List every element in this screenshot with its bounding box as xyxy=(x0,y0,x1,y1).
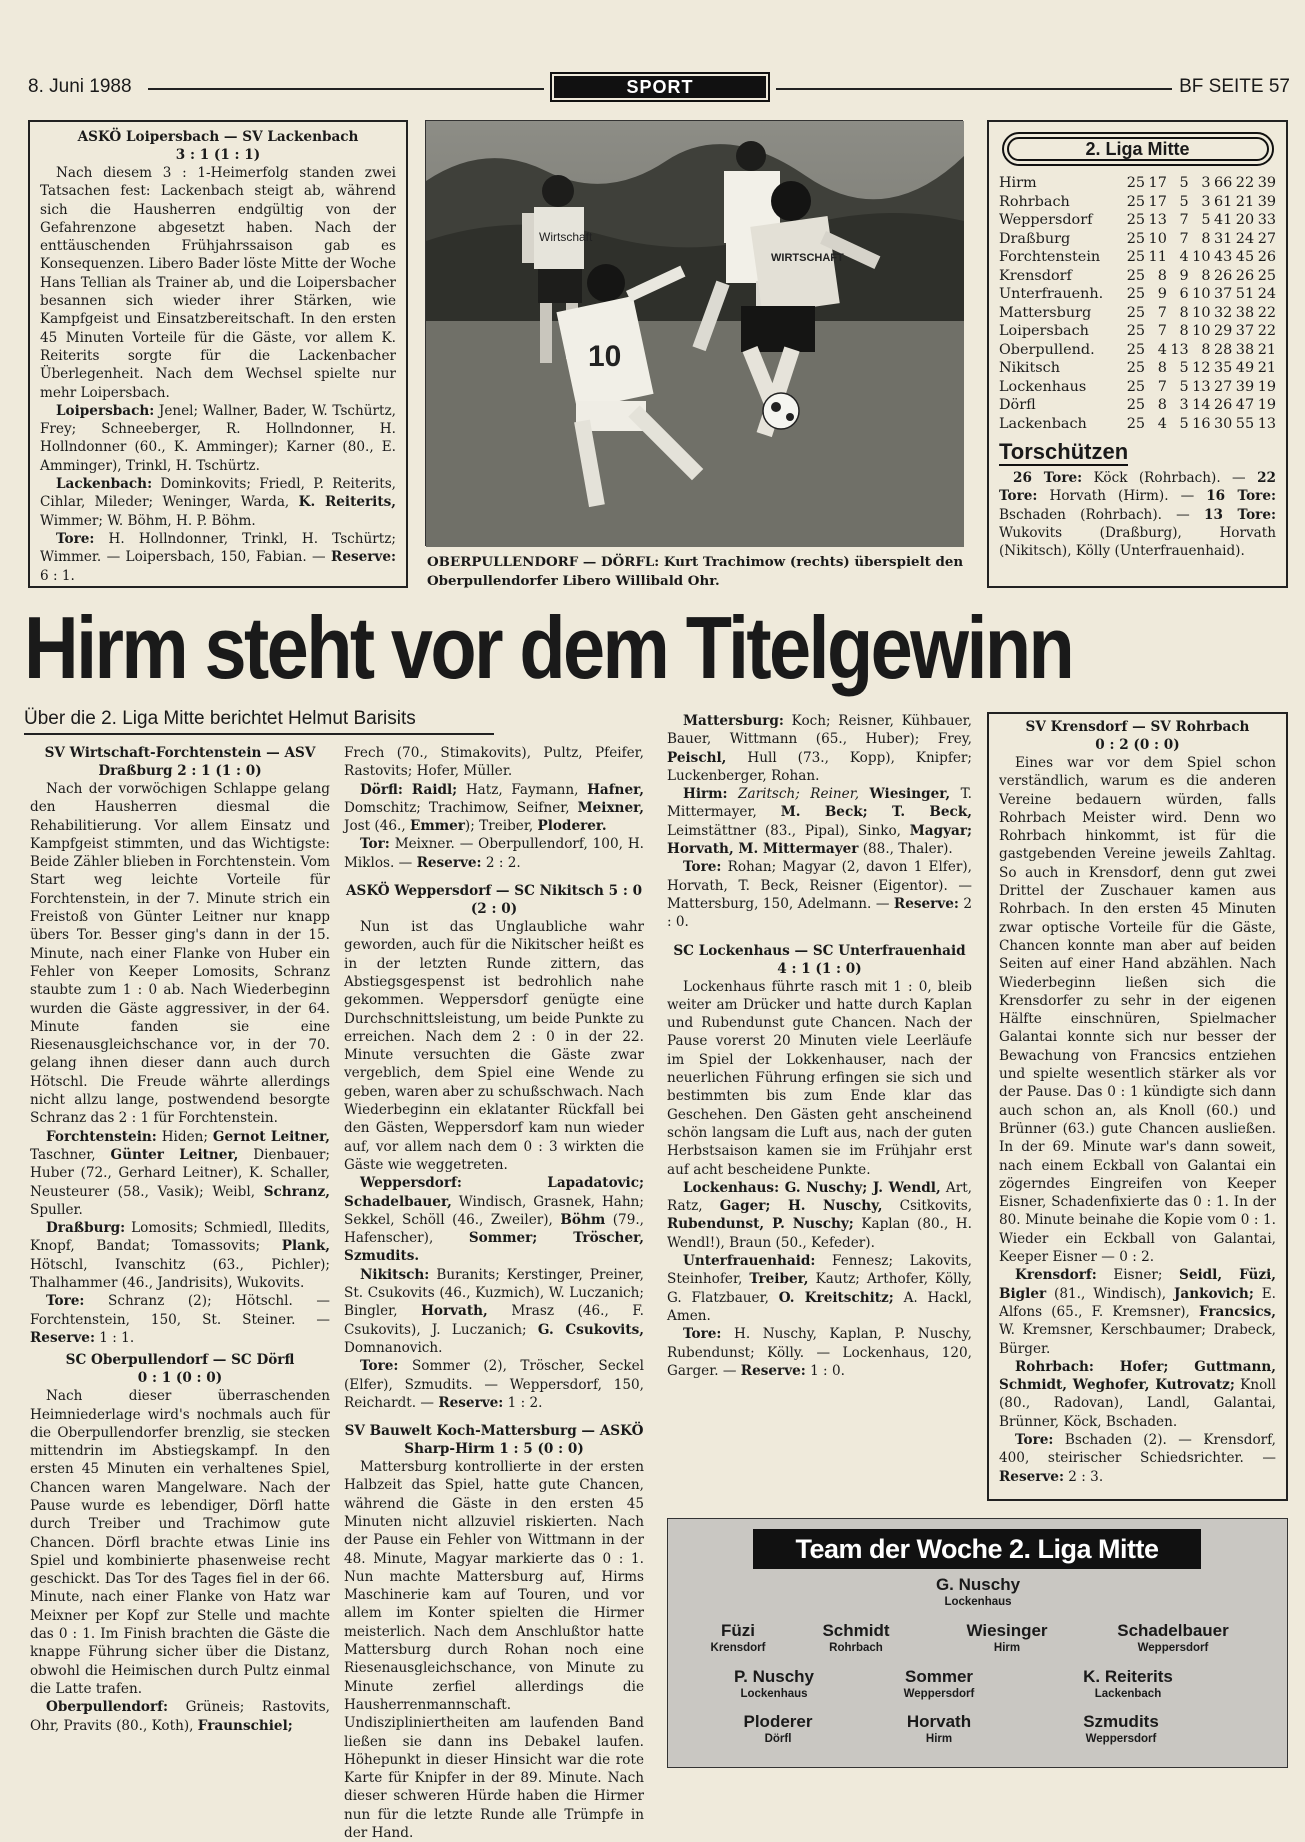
team-name: Dörfl xyxy=(999,397,1036,413)
stat-s: 8 xyxy=(1157,360,1167,376)
main-headline: Hirm steht vor dem Titelgewinn xyxy=(24,598,1073,697)
table-row xyxy=(999,322,1276,341)
stat-u: 7 xyxy=(1179,230,1189,247)
stat-s: 11 xyxy=(1148,249,1167,265)
player-card: Ploderer Dörfl xyxy=(743,1712,813,1745)
stat-sp: 25 xyxy=(1126,212,1146,228)
match-text: Eines war vor dem Spiel schon verständlich, warum es die anderen Vereine bedauern würden, falls Rohrbach Meister wird. Denn wo Rohrbach hinkommt, ist für die gastgebenden Vereine jeweils Zahltag. So auch in Krensdorf, denn gut zwei Drittel der Zuschauer kamen aus Rohrbach. In den ersten 45 Minuten zwar optische Vorteile für die Gäste, Chancen konnte man aber auf beiden Seiten auf einer Hand abzählen. Nach Wiederbeginn ließen sich die Krensdorfer zu sehr in der eigenen Hälfte einschnüren, Spielmacher Galantai konnte sich nur besser der Bewachung von Francsics entziehen und spielte wesentlich stärker als vor der Pause. Das 0 : 1 kündigte sich dann auch schon an, als Knoll (60.) und Brünner (63.) gute Chancen ausließen. In der 69. Minute war's dann soweit, nach einem Eckball von Galantai ein zögerndes Eingreifen von Keeper Eisner, Schadenfixierte das 0 : 1. In der 80. Minute beinahe die Kopie vom 0 : 1. Wieder ein Eckball von Galantai, Keeper Eisner — 0 : 2. xyxy=(999,755,1276,1266)
stat-n: 10 xyxy=(1192,249,1211,265)
stat-gf: 35 xyxy=(1213,360,1233,376)
svg-text:Wirtschaft: Wirtschaft xyxy=(539,230,593,244)
player-card: Horvath Hirm xyxy=(906,1712,972,1745)
football-scene-image xyxy=(426,121,964,547)
table-row xyxy=(999,415,1276,434)
stat-p: 21 xyxy=(1257,341,1276,358)
match-score: 4 : 1 (1 : 0) xyxy=(777,960,862,977)
page-header xyxy=(28,72,1290,104)
table-row xyxy=(999,359,1276,378)
player-card: Füzi Krensdorf xyxy=(710,1621,766,1654)
goals-line: Tore: Rohan; Magyar (2, davon 1 Elfer), Horvath, T. Beck, Reisner (Eigentor). — Mattersburg, 150, Adelmann. — Reserve: 2 : 0. xyxy=(667,859,972,931)
issue-date: 8. Juni 1988 xyxy=(28,76,132,97)
stat-sp: 25 xyxy=(1126,267,1146,284)
lineup-away: Lackenbach: Dominkovits; Friedl, P. Reiterits, Cihlar, Mileder; Weninger, Warda, K. Reiterits, Wimmer; W. Böhm, H. P. Böhm. xyxy=(40,476,397,529)
team-name: Oberpullend. xyxy=(999,341,1095,358)
stat-u: 3 xyxy=(1179,397,1189,413)
stat-s: 9 xyxy=(1157,286,1167,302)
stat-ga: 21 xyxy=(1235,193,1255,210)
stat-sp: 25 xyxy=(1126,360,1146,376)
stat-n: 10 xyxy=(1192,323,1211,339)
stat-gf: 43 xyxy=(1213,249,1233,265)
stat-ga: 24 xyxy=(1235,230,1255,247)
stat-ga: 26 xyxy=(1235,267,1255,284)
stat-n: 3 xyxy=(1201,193,1211,210)
stat-p: 19 xyxy=(1257,397,1276,413)
team-name: Krensdorf xyxy=(999,267,1072,284)
match-title: SC Oberpullendorf — SC Dörfl xyxy=(65,1352,295,1369)
photo-caption: OBERPULLENDORF — DÖRFL: Kurt Trachimow (rechts) überspielt den Oberpullendorfer Libero Willibald Ohr. xyxy=(427,554,964,589)
match-title: ASKÖ Weppersdorf — SC Nikitsch 5 : 0 xyxy=(345,883,643,900)
team-name: Nikitsch xyxy=(999,360,1061,376)
table-row xyxy=(999,378,1276,397)
stat-u: 5 xyxy=(1179,175,1189,191)
column-2 xyxy=(344,744,644,1842)
stat-n: 10 xyxy=(1192,304,1211,321)
stat-p: 39 xyxy=(1257,175,1276,191)
scorers-list: 26 Tore: Köck (Rohrbach). — 22 Tore: Horvath (Hirm). — 16 Tore: Bschaden (Rohrbach). — 13 Tore: Wukovits (Draßburg), Horvath (Nikitsch), Kölly (Unterfrauenhaid). xyxy=(999,470,1277,560)
team-name: Lockenhaus xyxy=(999,378,1087,395)
match-photo xyxy=(425,120,963,546)
player-card: Wiesinger Hirm xyxy=(966,1621,1048,1654)
stat-sp: 25 xyxy=(1126,341,1146,358)
stat-p: 22 xyxy=(1257,304,1276,321)
stat-gf: 61 xyxy=(1213,193,1233,210)
stat-gf: 41 xyxy=(1213,212,1233,228)
match-title: SV Wirtschaft-Forchtenstein — ASV Draßburg 2 : 1 (1 : 0) xyxy=(44,745,316,779)
header-rule-right xyxy=(776,88,1172,90)
lineup-home: Lockenhaus: G. Nuschy; J. Wendl, Art, Ratz, Gager; H. Nuschy, Csitkovits, Rubendunst, P. Nuschy; Kaplan (80., H. Wendl!), Braun (50., Kefeder). xyxy=(667,1179,973,1251)
stat-p: 26 xyxy=(1257,249,1276,265)
stat-ga: 47 xyxy=(1235,397,1255,413)
stat-s: 7 xyxy=(1157,304,1167,321)
lineup-home: Oberpullendorf: Grüneis; Rastovits, Ohr, Pravits (80., Koth), Fraunschiel; xyxy=(30,1699,330,1734)
stat-u: 8 xyxy=(1179,304,1189,321)
stat-ga: 45 xyxy=(1235,249,1255,265)
team-name: Hirm xyxy=(999,175,1037,191)
stat-sp: 25 xyxy=(1126,304,1146,321)
match-text: Mattersburg kontrollierte in der ersten Halbzeit das Spiel, hatte gute Chancen, während die Gäste in den ersten 45 Minuten nicht allzuviel riskierten. Nach der Pause ein Fehler von Wittmann in der 48. Minute, Magyar markierte das 0 : 1. Nun machte Mattersburg auf, Hirms Maschinerie kam auf Touren, und vor allem im Konter spielten die Hirmer meisterlich. Nach dem Anschlußtor hatte Mattersburg durch Rohan noch eine Riesenausgleichschance, von Minute zu Minute zerfiel allerdings die Hausherrenmannschaft. Undiszipliniertheiten am laufenden Band ließen sie dann ins Debakel laufen. Höhepunkt in dieser Hinsicht war die rote Karte für Knipfer in der 89. Minute. Nach dieser schweren Hürde haben die Hirmer nun für die letzte Runde alle Trümpfe in der Hand. xyxy=(344,1459,644,1842)
stat-u: 5 xyxy=(1179,415,1189,432)
stat-n: 3 xyxy=(1201,175,1211,191)
stat-u: 4 xyxy=(1179,249,1189,265)
team-name: Rohrbach xyxy=(999,193,1070,210)
match-score: 0 : 1 (0 : 0) xyxy=(137,1370,223,1387)
stat-gf: 26 xyxy=(1213,267,1233,284)
match-score: (2 : 0) xyxy=(470,901,518,918)
lineup-home: Krensdorf: Eisner; Seidl, Füzi, Bigler (81., Windisch), Jankovich; E. Alfons (65., F. Kremsner), Francsics, W. Kremsner, Kerschbaumer; Drabeck, Bürger. xyxy=(999,1267,1276,1357)
team-of-the-week-title: Team der Woche 2. Liga Mitte xyxy=(753,1529,1201,1569)
table-row xyxy=(999,304,1276,323)
team-name: Mattersburg xyxy=(999,304,1092,321)
match-text: Nun ist das Unglaubliche wahr geworden, auch für die Nikitscher heißt es in der letzten Runde zittern, das Abstiegsgespenst ist bedrohlich nahe gekommen. Weppersdorf genügte eine Durchschnittsleistung, um beide Punkte zu erreichen. Nach dem 2 : 0 in der 22. Minute versuchten die Gäste zwar vergeblich, dem Spiel eine Wende zu geben, waren aber zu schußschwach. Nach Wiederbeginn ein eklatanter Rückfall bei den Gästen, Weppersdorf kam nun wieder auf, vor allem nach dem 0 : 3 wirkten die Gäste wie weggetreten. xyxy=(344,919,644,1173)
team-name: Draßburg xyxy=(999,230,1071,247)
table-row xyxy=(999,174,1276,193)
scorers-heading: Torschützen xyxy=(999,439,1129,464)
match-report-loipersbach xyxy=(28,120,408,588)
lineup-home: Weppersdorf: Lapadatovic; Schadelbauer, Windisch, Grasnek, Hahn; Sekkel, Schöll (46., Zweiler), Böhm (79., Hafenscher), Sommer; Tröscher, Szmudits. xyxy=(344,1175,644,1265)
stat-p: 27 xyxy=(1257,230,1276,247)
lineup-home-cont: Frech (70., Stimakovits), Pultz, Pfeifer, Rastovits; Hofer, Müller. xyxy=(344,745,644,780)
stat-u: 9 xyxy=(1179,267,1189,284)
stat-u: 5 xyxy=(1179,378,1189,395)
table-row xyxy=(999,230,1276,249)
table-row xyxy=(999,267,1276,286)
stat-gf: 28 xyxy=(1213,341,1233,358)
stat-gf: 66 xyxy=(1213,175,1233,191)
team-name: Forchtenstein xyxy=(999,249,1101,265)
header-rule-left xyxy=(148,88,544,90)
stat-n: 12 xyxy=(1192,360,1211,376)
stat-u: 6 xyxy=(1179,286,1189,302)
stat-p: 22 xyxy=(1257,323,1276,339)
league-table-title: 2. Liga Mitte xyxy=(1002,132,1274,166)
team-of-the-week xyxy=(667,1518,1288,1768)
match-report-krensdorf xyxy=(987,712,1288,1501)
stat-s: 8 xyxy=(1157,267,1167,284)
lineup-away: Draßburg: Lomosits; Schmiedl, Illedits, Knopf, Bandat; Tomassovits; Plank, Hötschl, Ivanschitz (63., Pichler); Thalhammer (46., Jandrisits), Wukovits. xyxy=(30,1220,330,1292)
stat-p: 21 xyxy=(1257,360,1276,376)
team-name: Unterfrauenh. xyxy=(999,286,1104,302)
player-card: Schmidt Rohrbach xyxy=(822,1621,890,1654)
team-name: Lackenbach xyxy=(999,415,1087,432)
stat-s: 7 xyxy=(1157,323,1167,339)
table-row xyxy=(999,193,1276,212)
lineup-away: Unterfrauenhaid: Fennesz; Lakovits, Steinhofer, Treiber, Kautz; Arthofer, Kölly, G. Flatzbauer, O. Kreitschitz; A. Hackl, Amen. xyxy=(667,1253,973,1324)
stat-p: 19 xyxy=(1257,378,1276,395)
stat-u: 5 xyxy=(1179,360,1189,376)
stat-n: 14 xyxy=(1192,397,1211,413)
stat-s: 13 xyxy=(1148,212,1167,228)
stat-gf: 27 xyxy=(1213,378,1233,395)
stat-gf: 31 xyxy=(1213,230,1233,247)
match-score: 0 : 2 (0 : 0) xyxy=(1095,737,1180,753)
stat-sp: 25 xyxy=(1126,175,1146,191)
stat-n: 8 xyxy=(1201,267,1211,284)
stat-n: 5 xyxy=(1201,212,1211,228)
player-card: Sommer Weppersdorf xyxy=(903,1667,975,1700)
stat-u: 5 xyxy=(1179,193,1189,210)
lineup-home: Forchtenstein: Hiden; Gernot Leitner, Taschner, Günter Leitner, Dienbauer; Huber (72., Gerhard Leitner), K. Schaller, Neusteurer (58., Vasik); Weibl, Schranz, Spuller. xyxy=(30,1128,330,1218)
stat-p: 24 xyxy=(1257,286,1276,302)
byline: Über die 2. Liga Mitte berichtet Helmut Barisits xyxy=(24,708,494,735)
stat-gf: 37 xyxy=(1213,286,1233,302)
goals-line: Tore: H. Hollndonner, Trinkl, H. Tschürtz; Wimmer. — Loipersbach, 150, Fabian. — Reserve: 6 : 1. xyxy=(40,530,396,584)
goals-line: Tor: Meixner. — Oberpullendorf, 100, H. Miklos. — Reserve: 2 : 2. xyxy=(344,836,644,871)
stat-sp: 25 xyxy=(1126,286,1146,302)
table-row xyxy=(999,285,1276,304)
stat-u: 7 xyxy=(1179,212,1189,228)
stat-s: 17 xyxy=(1148,193,1167,210)
match-score: 3 : 1 (1 : 1) xyxy=(175,147,261,163)
player-card: P. Nuschy Lockenhaus xyxy=(733,1667,814,1700)
stat-s: 17 xyxy=(1148,175,1167,191)
stat-n: 16 xyxy=(1192,415,1211,432)
stat-ga: 22 xyxy=(1235,175,1255,191)
table-row xyxy=(999,248,1276,267)
lineup-home: Loipersbach: Jenel; Wallner, Bader, W. Tschürtz, Frey; Schneeberger, R. Hollndonner, H. Hollndonner (60., K. Amminger); Karner (80., E. Amminger), Trinkl, H. Tschürtz. xyxy=(40,402,396,474)
match-title: ASKÖ Loipersbach — SV Lackenbach xyxy=(77,129,359,145)
match-title: SC Lockenhaus — SC Unterfrauenhaid xyxy=(673,942,966,959)
player-card: Schadelbauer Weppersdorf xyxy=(1117,1621,1229,1654)
stat-ga: 38 xyxy=(1235,341,1255,358)
stat-sp: 25 xyxy=(1126,397,1146,413)
table-row xyxy=(999,211,1276,230)
lineup-away: Hirm: Zaritsch; Reiner, Wiesinger, T. Mittermayer, M. Beck; T. Beck, Leimstättner (83., Pipal), Sinko, Magyar; Horvath, M. Mittermayer (88., Thaler). xyxy=(667,786,972,858)
team-name: Weppersdorf xyxy=(999,212,1093,228)
svg-text:WIRTSCHAFT: WIRTSCHAFT xyxy=(771,252,844,264)
stat-gf: 29 xyxy=(1213,323,1233,339)
stat-sp: 25 xyxy=(1126,378,1146,395)
goals-line: Tore: H. Nuschy, Kaplan, P. Nuschy, Rubendunst; Kölly. — Lockenhaus, 120, Garger. — Reserve: 1 : 0. xyxy=(667,1326,972,1379)
player-card: Szmudits Weppersdorf xyxy=(1083,1712,1159,1745)
lineup-away: Dörfl: Raidl; Hatz, Faymann, Hafner, Domschitz; Trachimow, Seifner, Meixner, Jost (46., Emmer); Treiber, Ploderer. xyxy=(344,781,644,835)
section-label: SPORT xyxy=(550,72,770,102)
lineup-away: Rohrbach: Hofer; Guttmann, Schmidt, Weghofer, Kutrovatz; Knoll (80., Radovan), Landl, Galantai, Brünner, Köck, Bschaden. xyxy=(999,1358,1276,1430)
goals-line: Tore: Schranz (2); Hötschl. — Forchtenstein, 150, St. Steiner. — Reserve: 1 : 1. xyxy=(30,1293,330,1346)
stat-n: 10 xyxy=(1192,286,1211,302)
stat-sp: 25 xyxy=(1126,415,1146,432)
lineup-home: Mattersburg: Koch; Reisner, Kühbauer, Bauer, Wittmann (65., Huber); Frey, Peischl, Hull (73., Kopp), Knipfer; Luckenberger, Rohan. xyxy=(667,713,972,784)
match-text: Nach diesem 3 : 1-Heimerfolg standen zwei Tatsachen fest: Lackenbach steigt ab, während sich die Hausherren endgültig von der Gefahrenzone abgesetzt haben. Nach der enttäuschenden Frühjahrssaison gab es Konsequenzen. Libero Bader löste Mitte der Woche Hans Tellian als Trainer ab, und die Loipersbacher besannen sich wieder ihrer Stärken, wie Kampfgeist und Einsatzbereitschaft. In den ersten 45 Minuten Vorteile für die Gäste, vor allem K. Reiterits sorgte für die Lackenbacher Überlegenheit. Nach dem Wechsel spielte nur mehr Loipersbach. xyxy=(40,165,396,401)
stat-gf: 26 xyxy=(1213,397,1233,413)
stat-p: 33 xyxy=(1257,212,1276,228)
player-card: K. Reiterits Lackenbach xyxy=(1083,1667,1173,1700)
goals-line: Tore: Bschaden (2). — Krensdorf, 400, steirischer Schiedsrichter. — Reserve: 2 : 3. xyxy=(999,1431,1276,1485)
svg-text:10: 10 xyxy=(588,340,622,373)
stat-ga: 37 xyxy=(1235,323,1255,339)
stat-u: 8 xyxy=(1179,323,1189,339)
stat-n: 8 xyxy=(1201,230,1211,247)
stat-gf: 32 xyxy=(1213,304,1233,321)
match-title: SV Krensdorf — SV Rohrbach xyxy=(1025,719,1250,735)
stat-sp: 25 xyxy=(1126,193,1146,210)
stat-n: 8 xyxy=(1201,341,1211,358)
stat-sp: 25 xyxy=(1126,323,1146,339)
stat-s: 8 xyxy=(1157,397,1167,413)
stat-ga: 55 xyxy=(1235,415,1255,432)
match-text: Nach dieser überraschenden Heimniederlage wird's nochmals auch für die Oberpullendorfer brenzlig, sie stecken mittendrin im Abstiegskampf. In den ersten 45 Minuten ein verhaltenes Spiel, Chancen waren Mangelware. Nach der Pause wurde es lebendiger, Dörfl hatte durch Treiber und Trachimow gute Chancen. Dörfl brachte etwas Linie ins Spiel und kombinierte phasenweise recht geschickt. Das Tor des Tages fiel in der 66. Minute, nach einer Flanke von Hatz war Meixner per Kopf zur Stelle und machte das 0 : 1. Im Finish brachten die Gäste die knappe Führung sicher über die Distanz, obwohl die Heimischen durch Pultz einmal die Latte trafen. xyxy=(30,1388,330,1697)
lineup-away: Nikitsch: Buranits; Kerstinger, Preiner, St. Csukovits (46., Kuzmich), W. Luczanich; Bingler, Horvath, Mrasz (46., F. Csukovits), J. Luczanich; G. Csukovits, Domnanovich. xyxy=(344,1266,644,1356)
stat-s: 7 xyxy=(1157,378,1167,395)
table-row xyxy=(999,396,1276,415)
column-3 xyxy=(667,712,972,1380)
stat-n: 13 xyxy=(1192,378,1211,395)
league-table-box xyxy=(987,120,1288,588)
table-row xyxy=(999,341,1276,360)
page-number: BF SEITE 57 xyxy=(1179,76,1290,97)
player-card: G. Nuschy Lockenhaus xyxy=(935,1575,1021,1608)
stat-p: 25 xyxy=(1257,267,1276,284)
stat-p: 13 xyxy=(1257,415,1276,432)
stat-ga: 49 xyxy=(1235,360,1255,376)
stat-sp: 25 xyxy=(1126,230,1146,247)
stat-ga: 51 xyxy=(1235,286,1255,302)
goals-line: Tore: Sommer (2), Tröscher, Seckel (Elfer), Szmudits. — Weppersdorf, 150, Reichardt. — Reserve: 1 : 2. xyxy=(344,1358,644,1411)
stat-gf: 30 xyxy=(1213,415,1233,432)
column-1 xyxy=(30,744,330,1735)
match-text: Nach der vorwöchigen Schlappe gelang den Hausherren diesmal die Rehabilitierung. Vor allem Einsatz und Kampfgeist stimmten, und das Wichtigste: Beide Zähler blieben in Forchtenstein. Vom Start weg leichte Vorteile für Forchtenstein, in der 7. Minute strich ein Freistoß von Günter Leitner nur knapp übers Tor. Besser ging's dann in der 15. Minute, nach einer Flanke von Huber ein Fehler von Keeper Lomosits, Schranz staubte zum 1 : 0 ab. Nach Wiederbeginn wurden die Gäste aggressiver, in der 64. Minute fanden sie eine Riesenausgleichschance vor, in der 70. gelang ihnen dieser dann auch durch Hötschl. Die Freude währte allerdings nicht allzu lange, postwendend besorgte Schranz das 2 : 1 für Forchtenstein. xyxy=(30,781,330,1127)
team-name: Loipersbach xyxy=(999,323,1089,339)
match-text: Lockenhaus führte rasch mit 1 : 0, bleib weiter am Drücker und hatte durch Kaplan und Rubendunst gute Chancen. Nach der Pause vorerst 20 Minuten viele Leerläufe im Spiel der Lokkenhauser, nach der neuerlichen Führung erfingen sie sich und bestimmten bis zum Ende klar das Geschehen. Den Gästen geht anscheinend schön langsam die Luft aus, nach der guten Herbstsaison kamen sie im Frühjahr erst auf acht bescheidene Punkte. xyxy=(667,978,972,1178)
stat-ga: 39 xyxy=(1235,378,1255,395)
stat-u: 13 xyxy=(1170,341,1189,358)
match-title: SV Bauwelt Koch-Mattersburg — ASKÖ Sharp-Hirm 1 : 5 (0 : 0) xyxy=(344,1423,644,1458)
stat-p: 39 xyxy=(1257,193,1276,210)
league-table xyxy=(999,174,1276,433)
stat-s: 4 xyxy=(1157,415,1167,432)
stat-s: 4 xyxy=(1157,341,1167,358)
stat-ga: 38 xyxy=(1235,304,1255,321)
stat-sp: 25 xyxy=(1126,249,1146,265)
stat-ga: 20 xyxy=(1235,212,1255,228)
stat-s: 10 xyxy=(1148,230,1167,247)
